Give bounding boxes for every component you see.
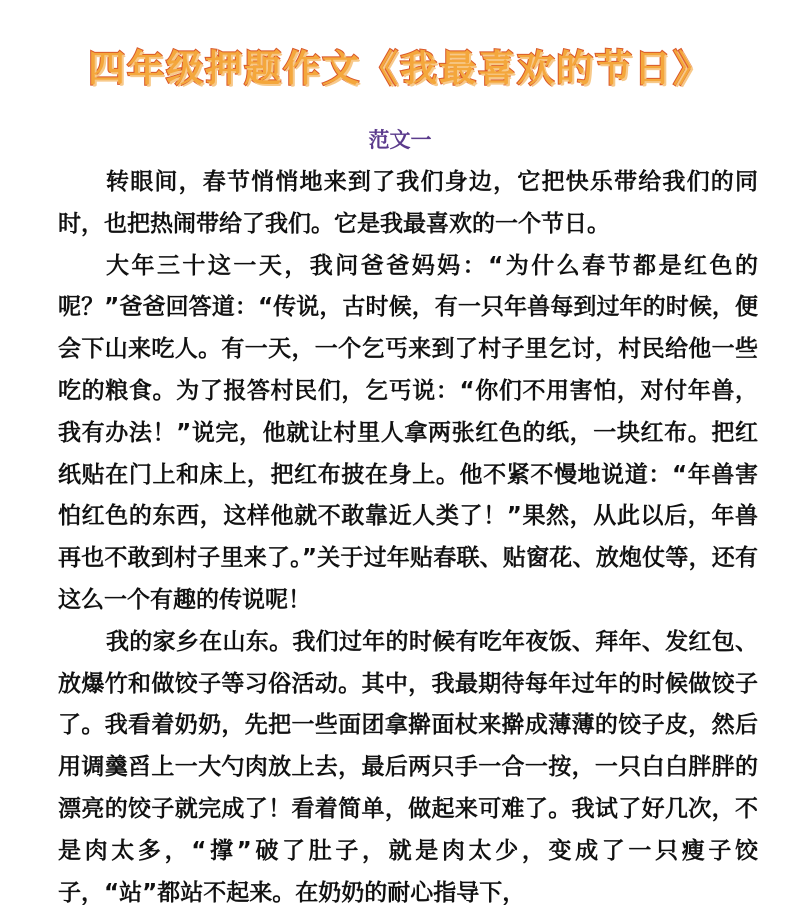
essay-subtitle: 范文一 bbox=[368, 128, 432, 152]
document-title: 四年级押题作文《我最喜欢的节日》 bbox=[88, 47, 712, 90]
paragraph-1: 转眼间，春节悄悄地来到了我们身边，它把快乐带给我们的同时，也把热闹带给了我们。它是我最喜欢的一个节日。 bbox=[58, 169, 758, 237]
paragraph-3: 我的家乡在山东。我们过年的时候有吃年夜饭、拜年、发红包、放爆竹和做饺子等习俗活动。其中，我最期待每年过年的时候做饺子了。我看着奶奶，先把一些面团拿擀面杖来擀成薄薄的饺子皮，然后用调羹舀上一大勺肉放上去，最后两只手一合一按，一只白白胖胖的漂亮的饺子就完成了！看着简单，做起来可难了。我试了好几次，不是肉太多，“撑”破了肚子，就是肉太少，变成了一只瘦子饺子，“站”都站不起来。在奶奶的耐心指导下， bbox=[58, 628, 758, 905]
paragraph-2: 大年三十这一天，我问爸爸妈妈：“为什么春节都是红色的呢？”爸爸回答道：“传说，古时候，有一只年兽每到过年的时候，便会下山来吃人。有一天，一个乞丐来到了村子里乞讨，村民给他一些吃的粮食。为了报答村民们，乞丐说：“你们不用害怕，对付年兽，我有办法！”说完，他就让村里人拿两张红色的纸，一块红布。把红纸贴在门上和床上，把红布披在身上。他不紧不慢地说道：“年兽害怕红色的东西，这样他就不敢靠近人类了！”果然，从此以后，年兽再也不敢到村子里来了。”关于过年贴春联、贴窗花、放炮仗等，还有这么一个有趣的传说呢！ bbox=[58, 252, 758, 613]
essay-body bbox=[58, 162, 758, 905]
